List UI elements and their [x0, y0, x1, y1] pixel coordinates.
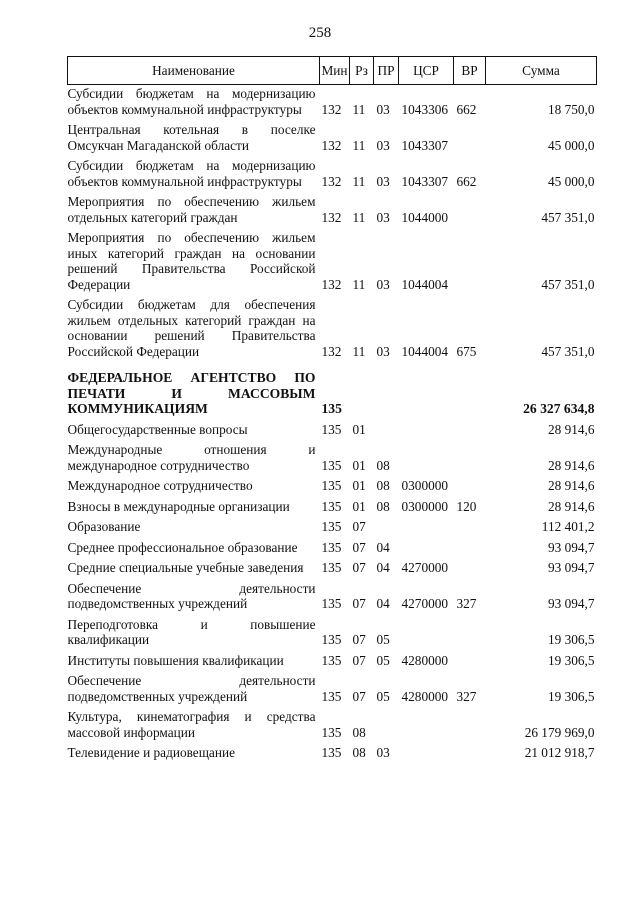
row-vr: [454, 653, 486, 674]
row-csr: [399, 519, 454, 540]
page-number: 258: [308, 25, 332, 41]
row-rz: 08: [352, 745, 366, 760]
row-pr: 05: [376, 688, 390, 704]
header-name: Наименование: [68, 57, 320, 85]
row-pr: 04: [376, 539, 390, 555]
row-sum: 28 914,6: [547, 478, 595, 493]
row-pr: [374, 422, 399, 443]
row-csr: 4280000: [401, 688, 449, 704]
row-min: 132: [321, 343, 342, 359]
row-vr: [454, 422, 486, 443]
row-csr: 1043307: [401, 173, 449, 189]
row-rz: 01: [352, 478, 366, 493]
table-row: [68, 85, 597, 123]
table-row: [68, 364, 597, 422]
table-row: [68, 709, 597, 745]
row-min: 135: [321, 401, 342, 416]
table-row: [68, 617, 597, 653]
row-rz: 11: [352, 101, 366, 117]
row-vr: [454, 745, 486, 766]
header-vr: ВР: [454, 57, 486, 85]
row-sum: 19 306,5: [547, 632, 595, 647]
table-row: [68, 673, 597, 709]
row-sum: 19 306,5: [547, 688, 595, 704]
table-row: [68, 478, 597, 499]
row-pr: 03: [376, 276, 390, 292]
row-min: 135: [321, 688, 342, 704]
row-rz: 11: [352, 173, 366, 189]
row-name: Центральная котельная в поселке Омсукчан Магаданской области: [67, 122, 316, 153]
row-name: Институты повышения квалификации: [67, 652, 284, 668]
row-sum: 21 012 918,7: [524, 745, 595, 760]
row-rz: 07: [352, 539, 366, 555]
row-name: Среднее профессиональное образование: [67, 539, 298, 555]
row-sum: 93 094,7: [547, 539, 595, 555]
row-csr: [399, 745, 454, 766]
row-csr: [399, 442, 454, 478]
row-csr: [399, 540, 454, 561]
row-sum: 45 000,0: [547, 137, 595, 153]
row-min: 135: [321, 421, 342, 437]
row-vr: [454, 442, 486, 478]
row-csr: 0300000: [401, 498, 449, 514]
row-name: Субсидии бюджетам на модернизацию объектов коммунальной инфраструктуры: [67, 158, 316, 189]
row-name: Общегосударственные вопросы: [67, 421, 248, 437]
row-rz: 11: [352, 276, 366, 292]
row-pr: 03: [376, 101, 390, 117]
row-csr: [399, 709, 454, 745]
table-row: [68, 540, 597, 561]
row-rz: 08: [352, 724, 366, 740]
table-body: [68, 85, 597, 766]
row-csr: 4270000: [401, 560, 449, 575]
row-min: 135: [321, 652, 342, 668]
row-vr: [454, 194, 486, 230]
budget-table: [67, 56, 597, 766]
row-rz: 11: [352, 209, 366, 225]
row-rz: 01: [352, 421, 366, 437]
row-csr: [399, 617, 454, 653]
row-sum: 45 000,0: [547, 173, 595, 189]
header-min: Мин: [320, 57, 350, 85]
row-min: 132: [321, 209, 342, 225]
row-min: 135: [321, 539, 342, 555]
row-min: 135: [321, 560, 342, 575]
row-pr: 03: [376, 745, 390, 760]
row-pr: 03: [376, 343, 390, 359]
row-sum: 93 094,7: [547, 596, 595, 611]
row-pr: [374, 709, 399, 745]
table-row: [68, 194, 597, 230]
table-row: [68, 442, 597, 478]
row-sum: 18 750,0: [547, 101, 595, 117]
row-name: ФЕДЕРАЛЬНОЕ АГЕНТСТВО ПО ПЕЧАТИ И МАССОВЫМ КОММУНИКАЦИЯМ: [67, 370, 316, 416]
row-min: 132: [321, 101, 342, 117]
row-vr: [454, 478, 486, 499]
table-row: [68, 519, 597, 540]
row-sum: 112 401,2: [541, 519, 595, 534]
row-csr: 1043307: [401, 137, 449, 153]
row-vr: 675: [456, 343, 477, 359]
row-name: Телевидение и радиовещание: [67, 745, 235, 760]
row-vr: [454, 540, 486, 561]
row-pr: 05: [376, 632, 390, 647]
row-pr: 08: [376, 498, 390, 514]
row-csr: [399, 422, 454, 443]
row-rz: 01: [352, 498, 366, 514]
row-sum: 26 327 634,8: [523, 401, 595, 416]
row-pr: [374, 519, 399, 540]
row-sum: 28 914,6: [547, 421, 595, 437]
table-row: [68, 653, 597, 674]
row-vr: 327: [456, 688, 477, 704]
header-csr: ЦСР: [399, 57, 454, 85]
row-sum: 19 306,5: [547, 652, 595, 668]
header-sum: Сумма: [486, 57, 597, 85]
row-sum: 26 179 969,0: [524, 724, 595, 740]
row-name: Мероприятия по обеспечению жильем иных категорий граждан на основании решений Правительства Российской Федерации: [67, 230, 316, 292]
row-rz: 11: [352, 343, 366, 359]
row-pr: 04: [376, 596, 390, 611]
row-rz: 11: [352, 137, 366, 153]
row-min: 132: [321, 276, 342, 292]
table-header: [68, 57, 597, 85]
row-min: 135: [321, 519, 342, 534]
row-rz: 07: [352, 560, 366, 575]
row-name: Обеспечение деятельности подведомственных учреждений: [67, 673, 316, 704]
row-vr: [454, 709, 486, 745]
row-csr: 1044004: [401, 343, 449, 359]
row-csr: 0300000: [401, 478, 449, 493]
table-row: [68, 158, 597, 194]
row-vr: 120: [456, 498, 477, 514]
row-pr: 03: [376, 209, 390, 225]
header-pr: ПР: [374, 57, 399, 85]
row-pr: 08: [376, 478, 390, 493]
row-rz: 01: [352, 457, 366, 473]
row-min: 135: [321, 724, 342, 740]
row-vr: 662: [456, 173, 477, 189]
row-vr: [454, 617, 486, 653]
row-name: Культура, кинематография и средства массовой информации: [67, 709, 316, 740]
row-sum: 457 351,0: [541, 209, 595, 225]
table-row: [68, 560, 597, 581]
table-row: [68, 581, 597, 617]
row-sum: 457 351,0: [541, 343, 595, 359]
row-min: 135: [321, 745, 342, 760]
row-name: Обеспечение деятельности подведомственных учреждений: [67, 580, 316, 611]
row-csr: 1044000: [401, 209, 449, 225]
row-vr: [454, 560, 486, 581]
row-csr: 4280000: [401, 652, 449, 668]
table-row: [68, 422, 597, 443]
row-min: 132: [321, 137, 342, 153]
row-vr: [454, 230, 486, 297]
row-vr: 327: [456, 596, 477, 611]
row-min: 135: [321, 596, 342, 611]
table-row: [68, 745, 597, 766]
row-vr: [454, 519, 486, 540]
table-row: [68, 297, 597, 364]
row-rz: 07: [352, 632, 366, 647]
row-csr: [399, 364, 454, 422]
row-pr: 05: [376, 652, 390, 668]
row-min: 135: [321, 457, 342, 473]
row-csr: 4270000: [401, 596, 449, 611]
row-pr: 03: [376, 137, 390, 153]
row-sum: 457 351,0: [541, 276, 595, 292]
row-rz: [350, 364, 374, 422]
row-csr: 1043306: [401, 101, 449, 117]
row-name: Взносы в международные организации: [67, 498, 290, 514]
header-rz: Рз: [350, 57, 374, 85]
row-min: 135: [321, 632, 342, 647]
row-rz: 07: [352, 596, 366, 611]
row-vr: [454, 364, 486, 422]
table-row: [68, 230, 597, 297]
row-pr: 04: [376, 560, 390, 575]
row-name: Образование: [67, 519, 141, 534]
row-min: 135: [321, 498, 342, 514]
row-name: Международное сотрудничество: [67, 478, 253, 493]
row-min: 132: [321, 173, 342, 189]
row-rz: 07: [352, 519, 366, 534]
row-vr: [454, 122, 486, 158]
row-name: Переподготовка и повышение квалификации: [67, 616, 316, 647]
row-sum: 93 094,7: [547, 560, 595, 575]
row-pr: 08: [376, 457, 390, 473]
row-name: Мероприятия по обеспечению жильем отдельных категорий граждан: [67, 194, 316, 225]
row-min: 135: [321, 478, 342, 493]
row-sum: 28 914,6: [547, 457, 595, 473]
table-row: [68, 122, 597, 158]
row-name: Средние специальные учебные заведения: [67, 560, 304, 575]
row-sum: 28 914,6: [547, 498, 595, 514]
row-pr: [374, 364, 399, 422]
row-rz: 07: [352, 652, 366, 668]
row-name: Субсидии бюджетам на модернизацию объектов коммунальной инфраструктуры: [67, 86, 316, 117]
row-vr: 662: [456, 101, 477, 117]
row-name: Международные отношения и международное сотрудничество: [67, 442, 316, 473]
row-csr: 1044004: [401, 276, 449, 292]
row-pr: 03: [376, 173, 390, 189]
row-rz: 07: [352, 688, 366, 704]
table-row: [68, 499, 597, 520]
row-name: Субсидии бюджетам для обеспечения жильем отдельных категорий граждан на основании решений Правительства Российской Федерации: [67, 297, 316, 359]
